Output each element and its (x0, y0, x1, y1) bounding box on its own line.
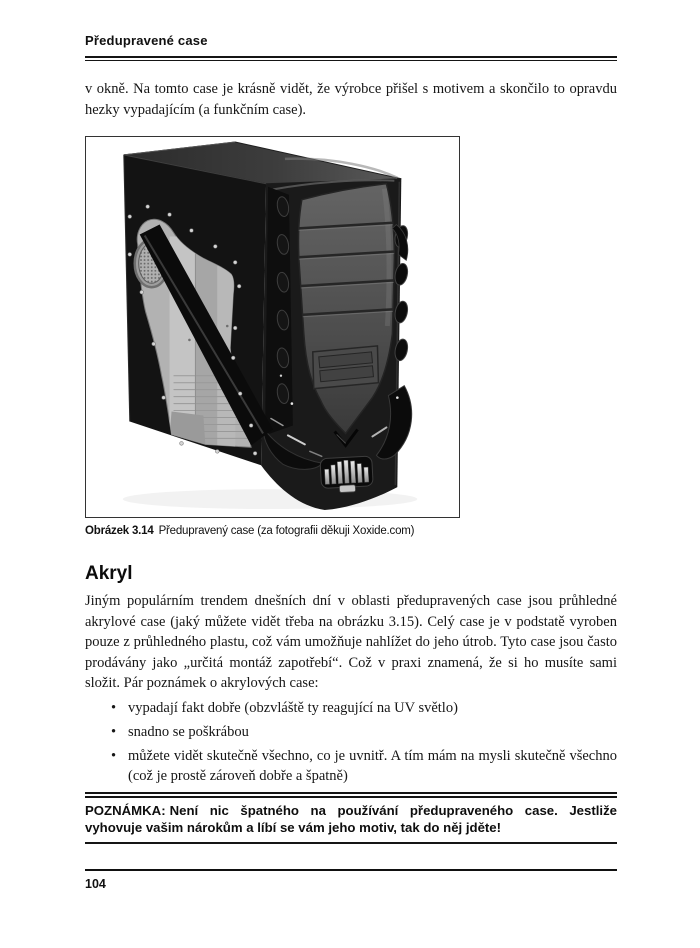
header-rule (85, 56, 617, 61)
running-header-title: Předupravené case (85, 33, 208, 48)
note-label: POZNÁMKA: (85, 802, 166, 818)
intro-paragraph: v okně. Na tomto case je krásně vidět, že výrobce přišel s motivem a skončilo to opravdu hezky vypadajícím (a funkčním case). (85, 81, 617, 118)
note-box (85, 792, 617, 844)
akryl-paragraph: Jiným populárním trendem dnešních dní v oblasti předupravených case jsou průhledné akrylové case (jaký můžete vidět třeba na obrázku 3.15). Celý case je v podstatě vyroben pouze z průhledného plastu, což vám umožňuje nahlížet do jeho útrob. Tyto case jsou často prodávány jako „určitá montáž zapotřebí“. Což v praxi znamená, že si ho musíte sami složit. Pár poznámek o akrylových case: (85, 593, 617, 691)
figure-caption (85, 525, 617, 537)
bullet-list (85, 698, 617, 786)
bullet-marker: • (111, 723, 117, 740)
section-heading-akryl: Akryl (85, 563, 133, 584)
pc-case-photo (86, 137, 459, 517)
bullet-text: můžete vidět skutečně všechno, co je uvnitř. A tím mám na mysli skutečně všechno (což je prostě zároveň dobře a špatně) (128, 747, 617, 784)
list-item (85, 698, 617, 718)
page-number: 104 (85, 877, 106, 891)
bullet-text: vypadají fakt dobře (obzvláště ty reagující na UV světlo) (128, 699, 458, 716)
page-content (85, 0, 617, 844)
bullet-marker: • (111, 747, 117, 764)
bullet-marker: • (111, 699, 117, 716)
figure-frame (85, 136, 460, 518)
note-text: Není nic špatného na používání předupraveného case. Jestliže vyhovuje vašim nárokům a líbí se vám jeho motiv, tak do něj jděte! (85, 802, 617, 835)
list-item (85, 746, 617, 786)
page-footer (85, 869, 617, 891)
figure-caption-text: Předupravený case (za fotografii děkuji Xoxide.com) (158, 525, 415, 537)
figure-caption-label: Obrázek 3.14 (85, 525, 154, 537)
bullet-text: snadno se poškrábou (128, 723, 249, 740)
list-item (85, 722, 617, 742)
